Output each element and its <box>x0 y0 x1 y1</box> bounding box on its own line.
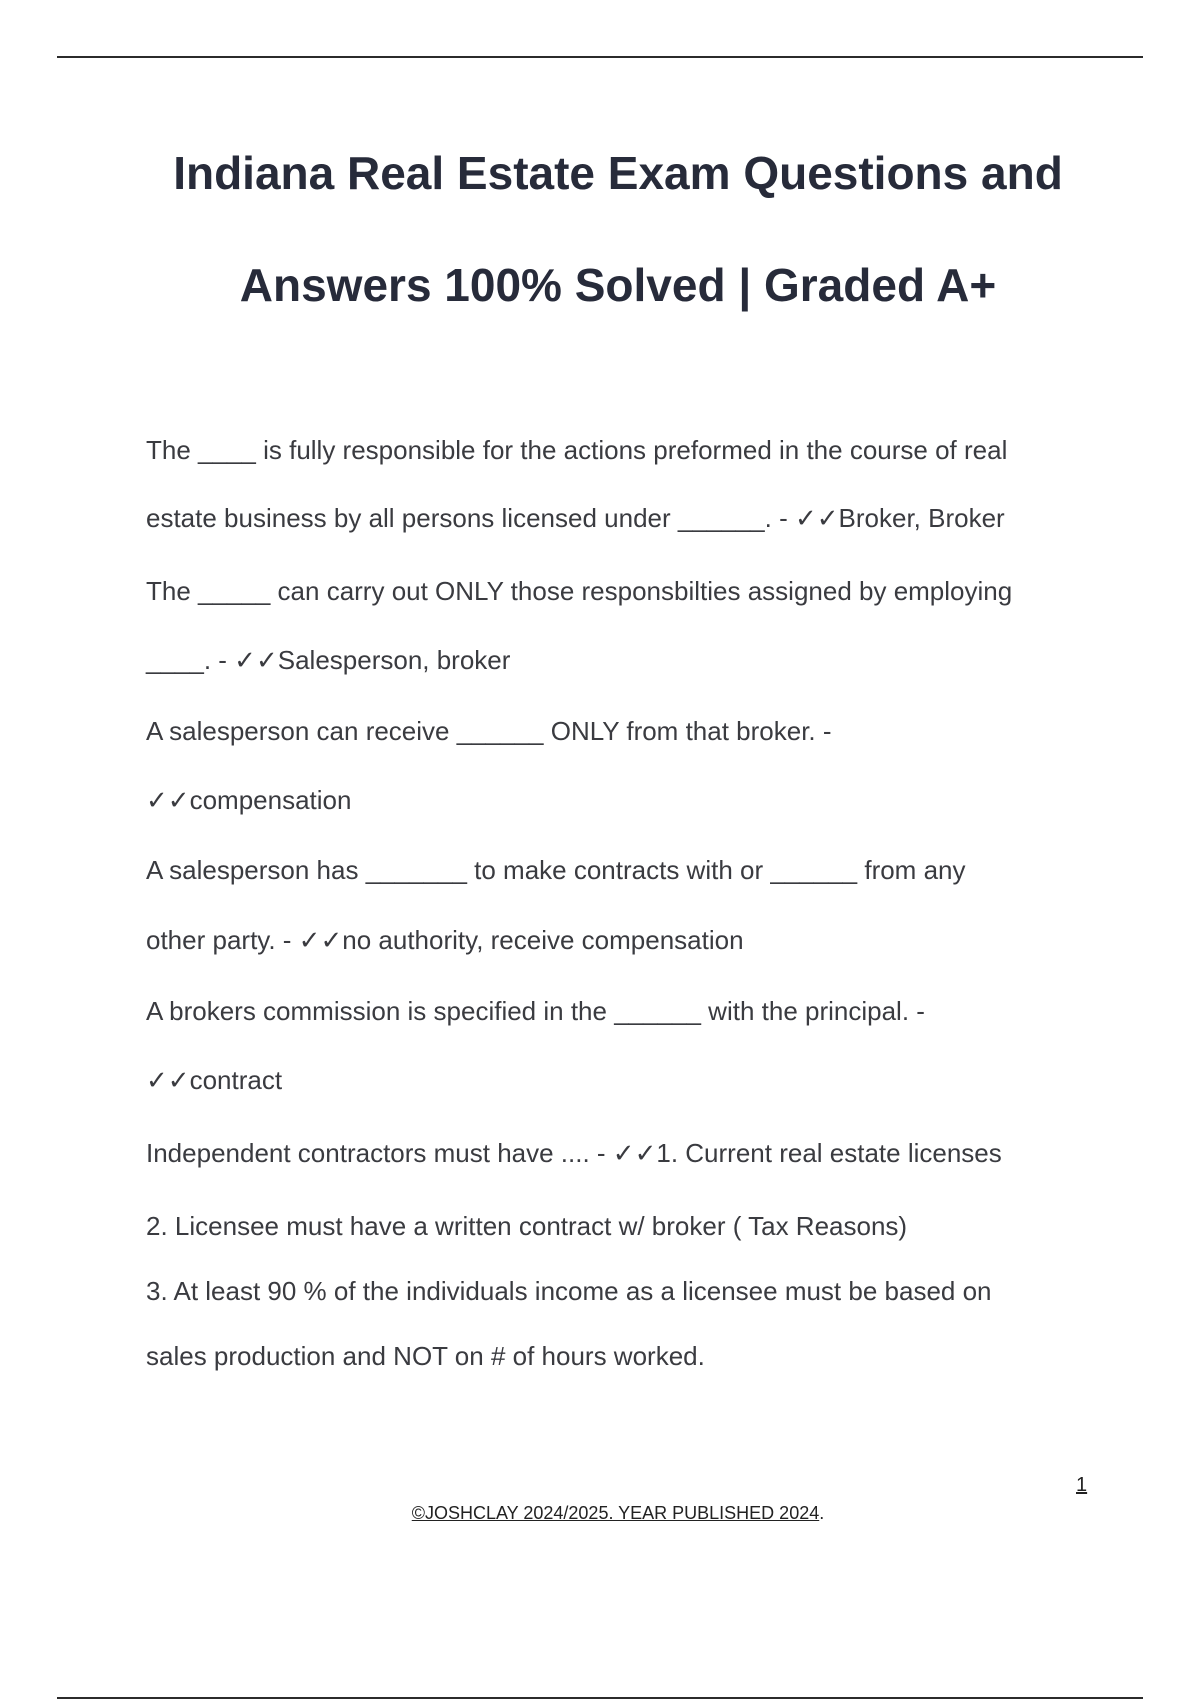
document-title-line-1: Indiana Real Estate Exam Questions and <box>173 147 1063 199</box>
page-number: 1 <box>1076 1474 1088 1496</box>
body-line: Independent contractors must have .... - ✓✓1. Current real estate licenses <box>146 1138 1002 1168</box>
body-line: The _____ can carry out ONLY those responsbilties assigned by employing <box>146 576 1013 606</box>
top-rule <box>57 56 1143 58</box>
footer-period: . <box>819 1503 825 1523</box>
body-line: ____. - ✓✓Salesperson, broker <box>146 645 511 675</box>
document-title-line-2: Answers 100% Solved | Graded A+ <box>239 259 997 311</box>
body-line: The ____ is fully responsible for the actions preformed in the course of real <box>146 435 1008 465</box>
body-line: A salesperson has _______ to make contracts with or ______ from any <box>146 855 966 885</box>
body-line: ✓✓contract <box>146 1065 283 1095</box>
bottom-rule <box>57 1697 1143 1699</box>
copyright-notice: ©JOSHCLAY 2024/2025. YEAR PUBLISHED 2024 <box>411 1503 820 1523</box>
body-line: A salesperson can receive ______ ONLY from that broker. - <box>146 716 832 746</box>
body-line: ✓✓compensation <box>146 785 352 815</box>
body-line: 2. Licensee must have a written contract w/ broker ( Tax Reasons) <box>146 1211 908 1241</box>
body-line: estate business by all persons licensed under ______. - ✓✓Broker, Broker <box>146 503 1005 533</box>
body-line: other party. - ✓✓no authority, receive compensation <box>146 925 744 955</box>
body-line: A brokers commission is specified in the ______ with the principal. - <box>146 996 925 1026</box>
footer <box>0 1503 1200 1524</box>
body-line: 3. At least 90 % of the individuals income as a licensee must be based on <box>146 1276 992 1306</box>
body-line: sales production and NOT on # of hours worked. <box>146 1341 705 1371</box>
